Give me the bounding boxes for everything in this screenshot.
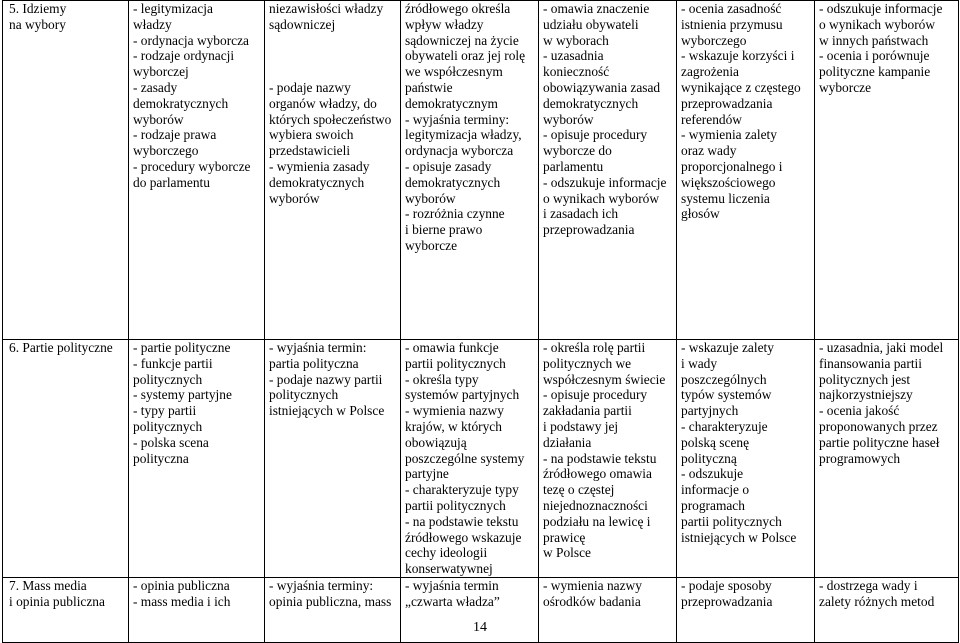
table-row — [3, 340, 959, 578]
requirement-text: - uzasadnia, jaki model finansowania partii politycznych jest najkorzystniejszy - ocenia jakość proponowanych przez partie polityczne haseł programowych — [819, 340, 944, 466]
requirement-text: - dostrzega wady i zalety różnych metod — [819, 577, 935, 609]
curriculum-table — [2, 0, 959, 643]
requirement-cell — [815, 340, 959, 578]
topic-text: 6. Partie polityczne — [9, 340, 113, 355]
content-cell — [129, 340, 265, 578]
requirement-text: - wyjaśnia termin „czwarta władza” — [405, 577, 500, 609]
requirement-cell — [539, 1, 677, 340]
requirement-text: - omawia funkcje partii politycznych - określa typy systemów partyjnych - wymienia nazwy krajów, w których obowiązują poszczególne systemy partyjne - charakteryzuje typy partii politycznych - na podstawie tekstu źródłowego wskazuje cechy ideologii konserwatywnej — [405, 340, 525, 577]
requirement-text: - wyjaśnia terminy: opinia publiczna, mass — [269, 577, 392, 609]
topic-cell — [3, 1, 129, 340]
requirement-text: - wskazuje zalety i wady poszczególnych typów systemów partyjnych - charakteryzuje polską scenę polityczną - odszukuje informacje o programach partii politycznych istniejących w Polsce — [681, 340, 797, 545]
content-text: - legitymizacja władzy - ordynacja wyborcza - rodzaje ordynacji wyborczej - zasady demokratycznych wyborów - rodzaje prawa wyborczego - procedury wyborcze do parlamentu — [133, 1, 251, 190]
table-row — [3, 1, 959, 340]
requirement-cell — [815, 1, 959, 340]
requirement-text: - odszukuje informacje o wynikach wyborów w innych państwach - ocenia i porównuje polityczne kampanie wyborcze — [819, 1, 943, 95]
requirement-cell — [401, 1, 539, 340]
requirement-cell — [677, 1, 815, 340]
topic-text: 5. Idziemy na wybory — [9, 1, 67, 32]
requirement-cell — [539, 340, 677, 578]
requirement-text: - ocenia zasadność istnienia przymusu wyborczego - wskazuje korzyści i zagrożenia wynikające z częstego przeprowadzania referendów - wymienia zalety oraz wady proporcjonalnego i większościowego systemu liczenia głosów — [681, 1, 801, 222]
requirement-text: niezawisłości władzy sądowniczej - podaje nazwy organów władzy, do których społeczeństwo wybiera swoich przedstawicieli - wymienia zasady demokratycznych wyborów — [269, 1, 392, 206]
requirement-text: - omawia znaczenie udziału obywateli w wyborach - uzasadnia konieczność obowiązywania zasad demokratycznych wyborów - opisuje procedury wyborcze do parlamentu - odszukuje informacje o wynikach wyborów i zasadach ich przeprowadzania — [543, 1, 667, 238]
requirement-text: - podaje sposoby przeprowadzania — [681, 577, 773, 609]
content-text: - opinia publiczna - mass media i ich — [133, 577, 231, 609]
requirement-cell — [677, 340, 815, 578]
topic-cell — [3, 340, 129, 578]
requirement-cell — [265, 340, 401, 578]
requirement-text: - określa rolę partii politycznych we współczesnym świecie - opisuje procedury zakładania partii i podstawy jej działania - na podstawie tekstu źródłowego omawia tezę o częstej niejednoznaczności podziału na lewicę i prawicę w Polsce — [543, 340, 666, 561]
page-number: 14 — [473, 620, 487, 635]
requirement-text: - wyjaśnia termin: partia polityczna - podaje nazwy partii politycznych istniejących w Polsce — [269, 340, 385, 419]
requirement-text: - wymienia nazwy ośrodków badania — [543, 577, 642, 609]
content-cell — [129, 1, 265, 340]
topic-text: 7. Mass media i opinia publiczna — [9, 577, 105, 609]
requirement-cell — [265, 1, 401, 340]
requirement-cell — [401, 340, 539, 578]
content-text: - partie polityczne - funkcje partii politycznych - systemy partyjne - typy partii politycznych - polska scena polityczna — [133, 340, 232, 466]
requirement-text: źródłowego określa wpływ władzy sądowniczej na życie obywateli oraz jej rolę we współczesnym państwie demokratycznym - wyjaśnia terminy: legitymizacja władzy, ordynacja wyborcza - opisuje zasady demokratycznych wyborów - rozróżnia czynne i bierne prawo wyborcze — [405, 1, 526, 253]
